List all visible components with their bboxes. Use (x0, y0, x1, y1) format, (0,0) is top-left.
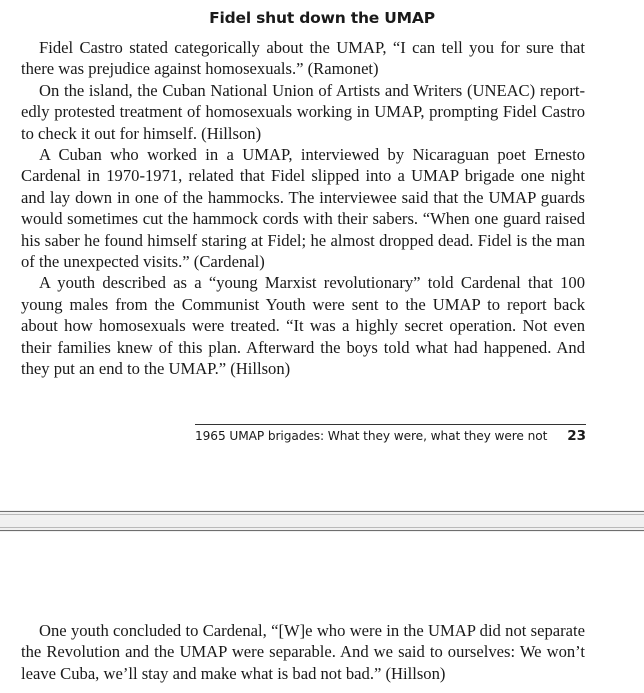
footer-running-title: 1965 UMAP brigades: What they were, what they were not (195, 429, 548, 443)
page-number: 23 (567, 428, 586, 444)
paragraph: A youth described as a “young Marxist revolutionary” told Cardenal that 100 young males from the Communist Youth were sent to the UMAP to report back about how homosexuals were treated. “It was a highly secret operation. Not even their families knew of this plan. Afterward the boys told what had happened. And they put an end to the UMAP.” (Hillson) (21, 273, 585, 379)
body-text (21, 37, 585, 380)
page-separator (0, 510, 644, 532)
section-heading: Fidel shut down the UMAP (209, 9, 435, 27)
body-text-next-page (21, 620, 585, 684)
paragraph: On the island, the Cuban National Union of Artists and Writers (UNEAC) reportedly protested treatment of homosexuals working in UMAP, prompting Fidel Castro to check it out for himself. (Hillson) (21, 80, 585, 143)
footer-rule (195, 424, 586, 425)
paragraph: Fidel Castro stated categorically about the UMAP, “I can tell you for sure that there was prejudice against homosexuals.” (Ramonet) (21, 38, 585, 79)
paragraph: One youth concluded to Cardenal, “[W]e who were in the UMAP did not separate the Revolution and the UMAP were separable. And we said to ourselves: We won’t leave Cuba, we’ll stay and make what is bad not bad.” (Hillson) (21, 621, 585, 683)
paragraph: A Cuban who worked in a UMAP, interviewed by Nicaraguan poet Ernesto Cardenal in 1970-1971, related that Fidel slipped into a UMAP brigade one night and lay down in one of the hammocks. The interviewee said that the UMAP guards would sometimes cut the hammock cords with their sabers. “When one guard raised his saber he found himself staring at Fidel; he almost dropped dead. Fidel is the man of the unexpected visits.” (Cardenal) (21, 145, 585, 272)
